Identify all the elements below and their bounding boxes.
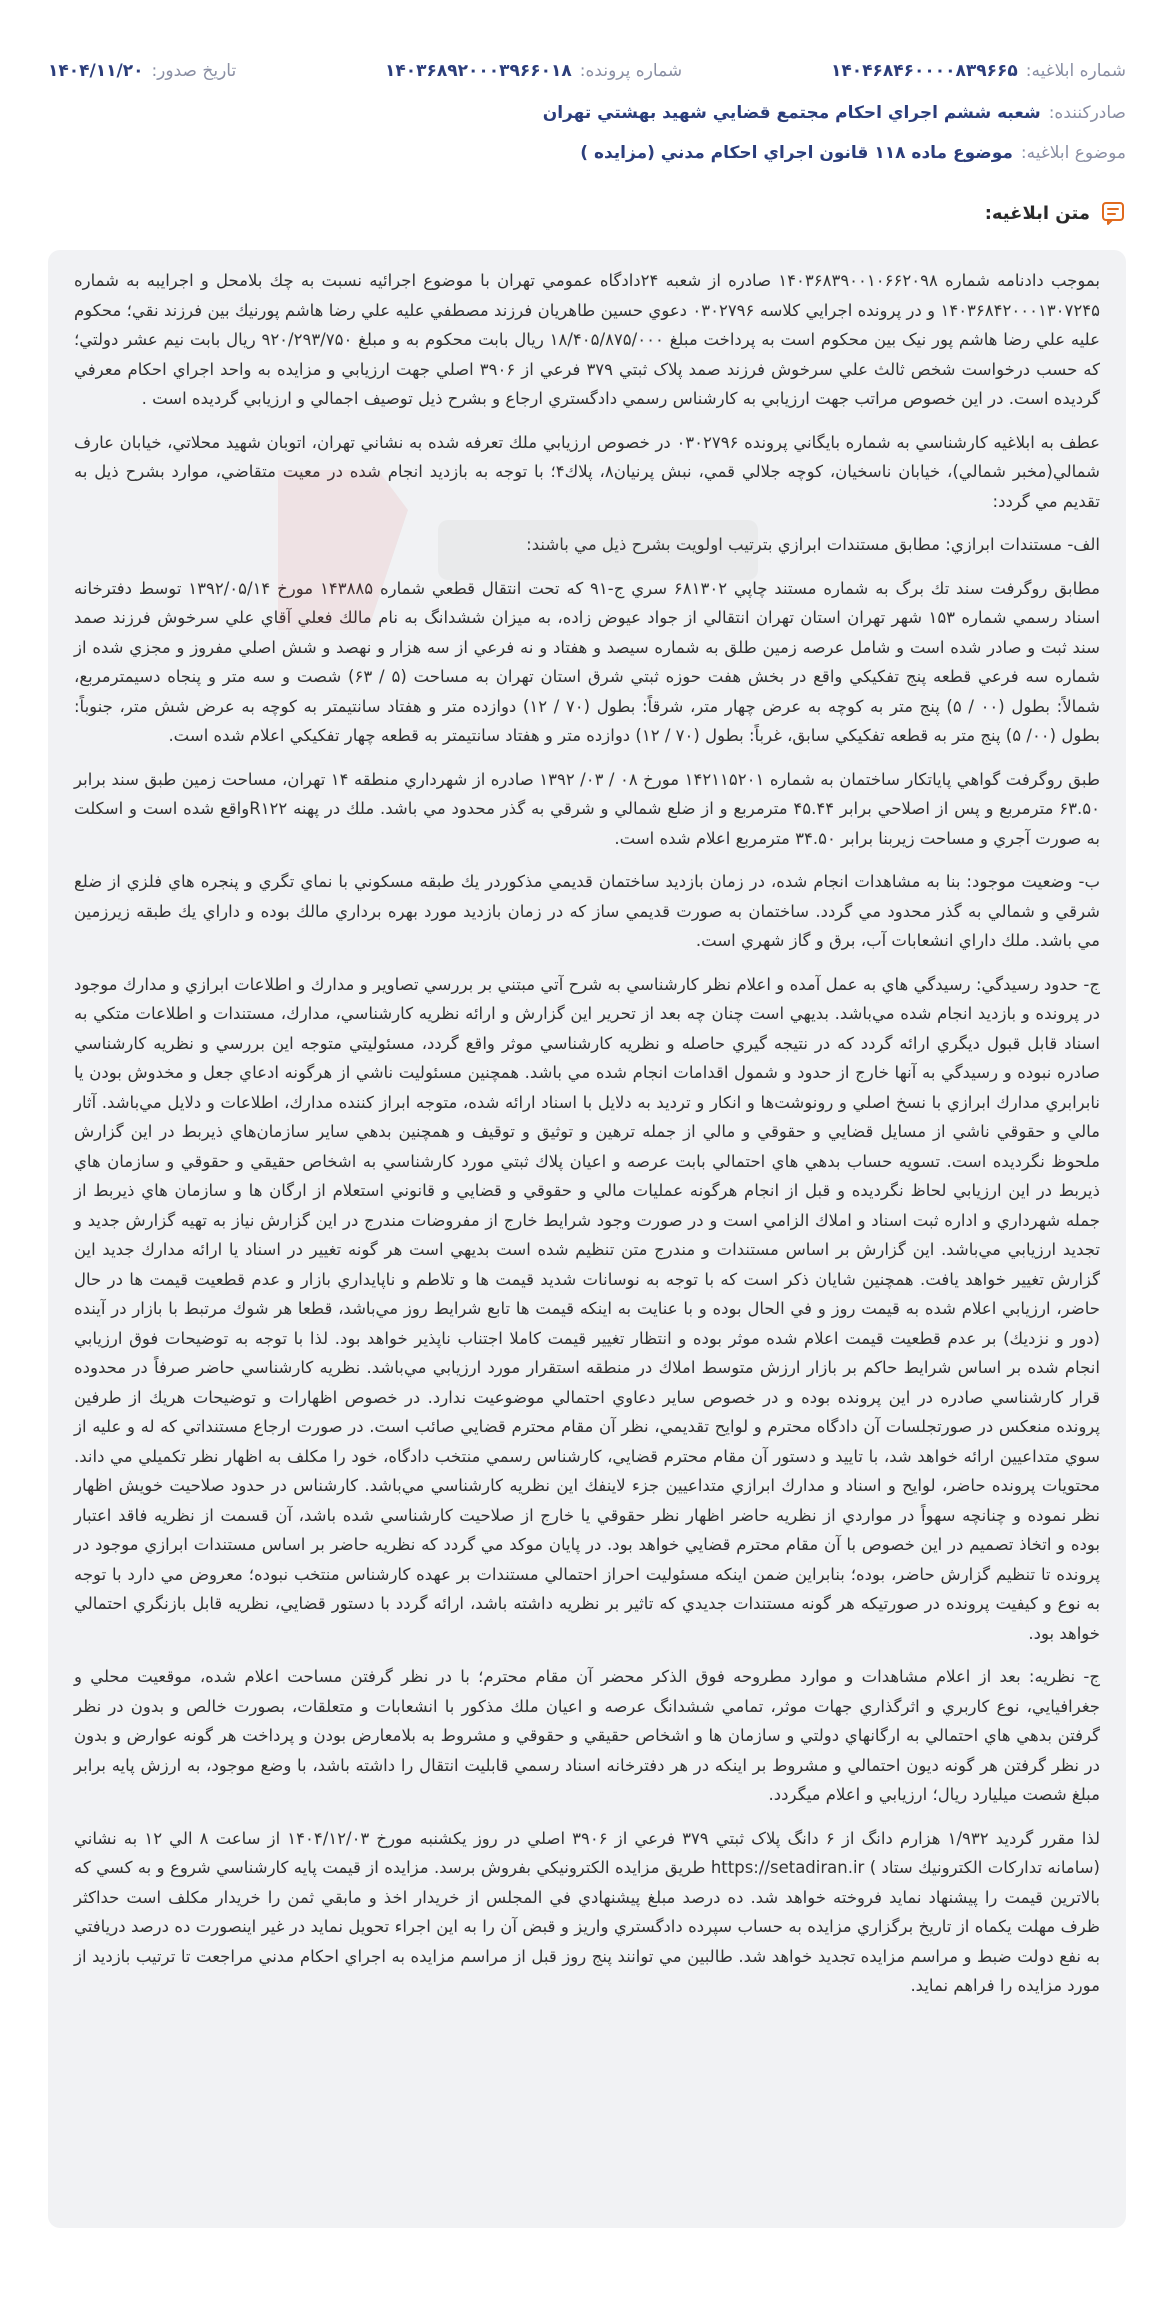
notice-text-icon <box>1100 200 1126 226</box>
notice-body <box>48 250 1126 2228</box>
paragraph-9: لذا مقرر گرديد ۱/۹۳۲ هزارم دانگ از ۶ دانگ پلاک ثبتي ۳۷۹ فرعي از ۳۹۰۶ اصلي در روز يکشنبه مورخ ۱۴۰۴/۱۲/۰۳ از ساعت ۸ الي ۱۲ به نشاني (سامانه تداركات الكترونيك ستاد ) https://setadiran.ir طريق مزايده الكترونيكي بفروش برسد. مزايده از قيمت پايه كارشناسي شروع و به كسي كه بالاترين قيمت را پيشنهاد نمايد فروخته خواهد شد. ده درصد مبلغ پيشنهادي في المجلس از خريدار اخذ و مابقي ثمن را خريدار مكلف است حداكثر ظرف مهلت يكماه از تاريخ برگزاري مزايده به حساب سپرده دادگستري واريز و قبض آن را به اين اجراء تحويل نمايد در غير اينصورت ده درصد دريافتي به نفع دولت ضبط و مراسم مزايده تجديد خواهد شد. طالبين مي توانند پنج روز قبل از مراسم مزايده به اجراي احكام مدني مراجعت تا ترتيب بازديد از مورد مزايده را فراهم نمايد. <box>74 1828 1101 1995</box>
paragraph-4: مطابق روگرفت سند تك برگ به شماره مستند چاپي ۶۸۱۳۰۲ سري ج-۹۱ كه تحت انتقال قطعي شماره ۱۴۳۸۸۵ مورخ ۱۳۹۲/۰۵/۱۴ توسط دفترخانه اسناد رسمي شماره ۱۵۳ شهر تهران استان تهران انتقالي از جواد عيوض زاده، به ميزان ششدانگ به نام مالك فعلي آقاي علي سرخوش فرزند صمد سند ثبت و صادر شده است و شامل عرصه زمين طلق به شماره سيصد و هفتاد و نه فرعي از سه هزار و نهصد و شش اصلي مفروز و مجزي شده از شماره سه فرعي قطعه پنج تفكيكي واقع در بخش هفت حوزه ثبتي شرق استان تهران به مساحت (۵ / ۶۳) شصت و سه متر و پنجاه دسيمترمربع، شمالاً: بطول (۰۰ / ۵) پنج متر به كوچه به عرض چهار متر، شرقاً: بطول (۷۰ / ۱۲) دوازده متر و هفتاد سانتيمتر به كوچه به عرض شش متر، جنوباً: بطول (۰۰/ ۵) پنج متر به قطعه تفكيكي سابق، غرباً: بطول (۷۰ / ۱۲) دوازده متر و هفتاد سانتيمتر به قطعه چهار تفكيكي اعلام شده است. <box>74 578 1101 745</box>
subject-value: موضوع ماده ۱۱۸ قانون اجراي احكام مدني (مزايده ) <box>580 143 1013 163</box>
issuer-row <box>48 98 1126 128</box>
section-title-text: متن ابلاغيه: <box>984 202 1090 224</box>
paragraph-7: ج- حدود رسيدگي: رسيدگي هاي به عمل آمده و اعلام نظر كارشناسي به شرح آتي مبتني بر بررسي تصاوير و مدارك و اطلاعات ابرازي و مدارك موجود در پرونده و بازديد انجام شده مي‌باشد. بديهي است چنان چه بعد از تحرير اين گزارش و ارائه نظريه كارشناسي، مدارك، مستندات و اطلاعات متكي به اسناد قابل قبول ديگري ارائه گردد كه در نتيجه گيري حاصله و نظريه كارشناسي موثر واقع گردد، مسئوليتي متوجه اين بررسي و نظريه كارشناسي صادره نبوده و رسيدگي به آنها خارج از حدود و شمول اقدامات انجام شده مي باشد. همچنين مسئوليت ناشي از هرگونه ادعاي جعل و مخدوش بودن يا نابرابري مدارك ابرازي با نسخ اصلي و رونوشت‌ها و انكار و ترديد به دلايل با اسناد ارائه شده، متوجه ابراز كننده مدارك، اطلاعات و دلايل مي‌باشد. آثار مالي و حقوقي ناشي از مسايل قضايي و حقوقي و مالي از جمله ترهين و توثيق و توقيف و همچنين بدهي ساير سازمان‌هاي ذيربط در اين گزارش ملحوظ نگرديده است. تسويه حساب بدهي هاي احتمالي بابت عرصه و اعيان پلاك ثبتي مورد كارشناسي به اشخاص حقيقي و حقوقي و سازمان هاي ذيربط در اين ارزيابي لحاظ نگرديده و قبل از انجام هرگونه عمليات مالي و حقوقي و قضايي و قانوني استعلام از ارگان ها و سازمان هاي ذيربط از جمله شهرداري و اداره ثبت اسناد و املاك الزامي است و در صورت وجود شرايط خارج از مفروضات مندرج در اين گزارش نياز به تهيه گزارش جديد و تجديد ارزيابي مي‌باشد. اين گزارش بر اساس مستندات و مندرج متن تنظيم شده است بديهي است هر گونه تغيير در اسناد يا ارائه مدارك جديد اين گزارش تغيير خواهد يافت. همچنين شايان ذكر است كه با توجه به نوسانات شديد قيمت ها و تلاطم و ناپايداري بازار و عدم قطعيت قيمت ها در حال حاضر، ارزيابي اعلام شده به قيمت روز و في الحال بوده و با عنايت به اينكه قيمت ها تابع شرايط روز مي‌باشد، قطعا هر شوك مرتبط با بازار در آينده (دور و نزديك) بر عدم قطعيت قيمت اعلام شده موثر بوده و انتظار تغيير قيمت كاملا اجتناب ناپذير خواهد بود. لذا با توجه به توضيحات فوق ارزيابي انجام شده بر اساس شرايط حاكم بر بازار ارزش متوسط املاك در منطقه استقرار مورد ارزيابي مي‌باشد. نظريه كارشناسي حاضر صرفاً در محدوده قرار كارشناسي صادره در اين پرونده بوده و در خصوص ساير دعاوي احتمالي موضوعيت ندارد. در خصوص اظهارات و توضيحات هريك از طرفين پرونده منعكس در صورتجلسات آن دادگاه محترم و لوايح تقديمي، نظر آن مقام محترم قضايي صائب است. در صورت ارجاع مستنداتي كه له و عليه از سوي متداعيين ارائه خواهد شد، با تاييد و دستور آن مقام محترم قضايي، كارشناس رسمي منتخب دادگاه، خود را مكلف به اظهار نظر تكميلي مي داند. محتويات پرونده حاضر، لوايح و اسناد و مدارك ابرازي متداعيين جزء لاينفك اين نظريه كارشناسي مي‌باشد. كارشناس در حدود صلاحيت خويش اظهار نظر نموده و چنانچه سهواً در مواردي از نظريه حاضر اظهار نظر حقوقي يا خارج از صلاحيت كارشناسي شده باشد، آن قسمت از نظريه فاقد اعتبار بوده و اتخاذ تصميم در اين خصوص با آن مقام محترم قضايي خواهد بود. در پايان موكد مي گردد كه نظريه حاضر بر اساس مستندات ابرازي موجود در پرونده تا تنظيم گزارش حاضر، بوده؛ بنابراين ضمن اينكه مسئوليت احراز احتمالي مستندات بر عهده كارشناس منتخب نبوده؛ معروض مي دارد با توجه به نوع و كيفيت پرونده در صورتيكه هر گونه مستندات جديدي كه تاثير بر نظريه داشته باشد، ارائه گردد با دستور قضايي، نظريه قابل بازنگري احتمالي خواهد بود. <box>74 974 1100 1643</box>
issue-date-label: تاريخ صدور: <box>151 61 237 81</box>
notice-number <box>831 61 1126 81</box>
paragraph-8: ج- نظريه: بعد از اعلام مشاهدات و موارد مطروحه فوق الذكر محضر آن مقام محترم؛ با در نظر گرفتن مساحت اعلام شده، موقعيت محلي و جغرافيايي، نوع كاربري و اثرگذاري جهات موثر، تمامي ششدانگ عرصه و اعيان ملك مذكور با انشعابات و متعلقات، بصورت خالص و بدون در نظر گرفتن بدهي هاي احتمالي به ارگانهاي دولتي و سازمان ها و اشخاص حقيقي و حقوقي و مشروط به بلامعارض بودن و پرداخت هر گونه عوارض و بدون در نظر گرفتن هر گونه ديون احتمالي و مشروط بر اينكه در هر دفترخانه اسناد رسمي قابليت انتقال را داشته باشد، با وضع موجود، به ارزش پايه برابر مبلغ شصت ميليارد ريال؛ ارزيابي و اعلام ميگردد. <box>74 1667 1100 1804</box>
case-number <box>385 61 682 81</box>
notice-number-label: شماره ابلاغيه: <box>1025 61 1126 81</box>
header-meta-row <box>48 56 1126 86</box>
paragraph-3: الف- مستندات ابرازي: مطابق مستندات ابرازي بترتيب اولويت بشرح ذيل مي باشند: <box>526 535 1100 554</box>
issuer-value: شعبه ششم اجراي احكام مجتمع قضايي شهيد بهشتي تهران <box>542 103 1041 123</box>
issue-date <box>48 61 236 81</box>
subject-label: موضوع ابلاغيه: <box>1020 143 1126 163</box>
subject-row <box>48 138 1126 168</box>
paragraph-6: ب- وضعيت موجود: بنا به مشاهدات انجام شده، در زمان بازديد ساختمان قديمي مذكوردر يك طبقه مسكوني با نماي تگري و پنجره هاي فلزي از ضلع شرقي و شمالي به گذر محدود مي گردد. ساختمان به صورت قديمي ساز كه در زمان بازديد مورد بهره برداري مالك بوده و داراي يك طبقه زيرزمين مي باشد. ملك داراي انشعابات آب، برق و گاز شهري است. <box>74 872 1100 950</box>
issuer-label: صادرکننده: <box>1048 103 1126 123</box>
paragraph-1: بموجب دادنامه شماره ۱۴۰۳۶۸۳۹۰۰۱۰۶۶۲۰۹۸ صادره از شعبه ۲۴دادگاه عمومي تهران با موضوع اجرائيه نسبت به چك بلامحل و اجرايبه به شماره ۱۴۰۳۶۸۴۲۰۰۰۱۳۰۷۲۴۵ و در پرونده اجرايي كلاسه ۰۳۰۲۷۹۶ دعوي حسين طاهريان فرزند مصطفي عليه علي رضا هاشم پورنيك بين فرزند نقي؛ محكوم عليه علي رضا هاشم پور نيک بين محكوم است به پرداخت مبلغ ۱۸/۴۰۵/۸۷۵/۰۰۰ ريال بابت محكوم به و مبلغ ۹۲۰/۲۹۳/۷۵۰ ريال بابت نيم عشر دولتي؛ كه حسب درخواست شخص ثالث علي سرخوش فرزند صمد پلاک ثبتي ۳۷۹ فرعي از ۳۹۰۶ اصلي جهت ارزيابي و مزايده به واحد اجراي احكام معرفي گرديده است. در اين خصوص مراتب جهت ارزيابي به كارشناس رسمي دادگستري ارجاع و بشرح ذيل توصيف اجمالي و ارزيابي گرديده است . <box>74 271 1101 408</box>
issue-date-value: ۱۴۰۴/۱۱/۲۰ <box>48 61 144 81</box>
paragraph-5: طبق روگرفت گواهي پاياتكار ساختمان به شماره ۱۴۲۱۱۵۲۰۱ مورخ ۰۸ / ۰۳/ ۱۳۹۲ صادره از شهرداري منطقه ۱۴ تهران، مساحت زمين طبق سند برابر ۶۳.۵۰ مترمربع و پس از اصلاحي برابر ۴۵.۴۴ مترمربع و از ضلع شمالي و شرقي به گذر محدود مي باشد. ملك در پهنه R۱۲۲واقع شده است و اسكلت به صورت آجري و مساحت زيربنا برابر ۳۴.۵۰ مترمربع اعلام شده است. <box>74 769 1100 848</box>
case-number-label: شماره پرونده: <box>579 61 683 81</box>
notice-number-value: ۱۴۰۴۶۸۴۶۰۰۰۰۸۳۹۶۶۵ <box>830 61 1018 81</box>
paragraph-2: عطف به ابلاغيه كارشناسي به شماره بايگاني پرونده ۰۳۰۲۷۹۶ در خصوص ارزيابي ملك تعرفه شده به نشاني تهران، اتوبان شهيد محلاتي، خيابان عارف شمالي(مخبر شمالي)، خيابان ناسخيان، كوچه جلالي قمي، نبش پرنيان۸، پلاك۴؛ با توجه به بازديد انجام شده در معيت متقاضي، موارد بشرح ذيل به تقديم مي گردد: <box>74 432 1101 511</box>
case-number-value: ۱۴۰۳۶۸۹۲۰۰۰۳۹۶۶۰۱۸ <box>385 61 572 81</box>
section-title <box>985 196 1126 230</box>
